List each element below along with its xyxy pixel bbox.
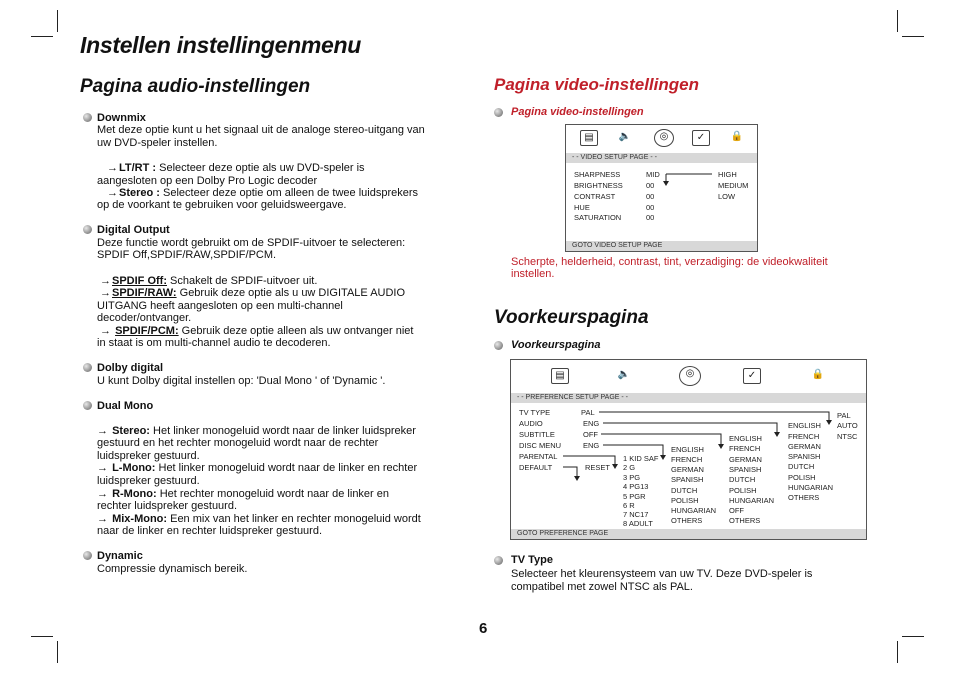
- arrow-right-icon: →: [97, 513, 108, 525]
- ltrt-text: aangesloten op een Dolby Pro Logic decoder: [97, 175, 318, 187]
- preference-bar-top: - - PREFERENCE SETUP PAGE - -: [511, 393, 866, 403]
- video-row-value: 00: [646, 192, 655, 201]
- bullet-icon: [494, 556, 503, 565]
- speaker-icon: 🔈: [617, 369, 631, 380]
- video-bullet-label: Pagina video-instellingen: [511, 106, 644, 118]
- dm-stereo-label: Stereo:: [112, 425, 150, 437]
- video-row-value: 00: [646, 181, 655, 190]
- stereo-label: Stereo :: [119, 187, 160, 199]
- video-row-name: HUE: [574, 203, 590, 212]
- spdif-raw-label: SPDIF/RAW:: [112, 287, 177, 299]
- downmix-text: Met deze optie kunt u het signaal uit de analoge stereo-uitgang van: [97, 124, 425, 136]
- arrow-right-icon: →: [100, 287, 111, 299]
- dm-stereo-text: Het linker monogeluid wordt naar de linker luidspreker: [149, 425, 416, 437]
- subtitle-option: ENGLISH: [729, 434, 762, 443]
- preference-arrows: [511, 360, 868, 541]
- arrow-right-icon: →: [97, 462, 108, 474]
- disc-menu-option: FRENCH: [671, 455, 703, 464]
- tvtype-option: PAL: [837, 411, 851, 420]
- spdif-raw-text: decoder/ontvanger.: [97, 312, 192, 324]
- stereo-line: [107, 187, 418, 200]
- parental-option: 4 PG13: [623, 482, 649, 491]
- pref-row-name: TV TYPE: [519, 408, 551, 417]
- audio-option: DUTCH: [788, 462, 815, 471]
- rmono-text: Het rechter monogeluid wordt naar de linker en: [156, 488, 390, 500]
- video-heading: Pagina video-instellingen: [494, 75, 699, 94]
- arrow-right-icon: →: [107, 162, 118, 174]
- preference-setup-panel: [510, 359, 867, 540]
- stereo-text: Selecteer deze optie om alleen de twee luidsprekers: [159, 187, 419, 199]
- subtitle-option: GERMAN: [729, 455, 762, 464]
- disc-menu-option: HUNGARIAN: [671, 506, 717, 515]
- mixmono-label: Mix-Mono:: [112, 513, 168, 525]
- tvtype-option: NTSC: [837, 432, 858, 441]
- parental-option: 3 PG: [623, 473, 641, 482]
- video-arrows: [566, 125, 759, 253]
- dynamic-text: Compressie dynamisch bereik.: [97, 563, 248, 575]
- disc-menu-option: ENGLISH: [671, 445, 704, 454]
- ltrt-text: Selecteer deze optie als uw DVD-speler is: [156, 162, 365, 174]
- pref-row-value: ENG: [583, 419, 600, 428]
- pref-row-value: RESET: [585, 463, 611, 472]
- preference-bar-bottom: GOTO PREFERENCE PAGE: [511, 529, 866, 539]
- crop-mark: [57, 10, 58, 32]
- general-setup-icon: ▤: [551, 368, 569, 384]
- video-icon: ✓: [692, 130, 710, 146]
- subtitle-option: POLISH: [729, 486, 757, 495]
- stereo-text: op de voorkant te gebruiken voor geluidsweergave.: [97, 199, 347, 211]
- lmono-line: [97, 462, 417, 475]
- bullet-icon: [83, 551, 92, 560]
- video-icon: ✓: [743, 368, 761, 384]
- dm-stereo-text: gestuurd en het rechter monogeluid wordt naar de rechter: [97, 437, 379, 449]
- pref-row-name: SUBTITLE: [519, 430, 555, 439]
- parental-option: 7 NC17: [623, 510, 649, 519]
- parental-option: 8 ADULT: [623, 519, 653, 528]
- general-setup-icon: ▤: [580, 130, 598, 146]
- digital-output-label: Digital Output: [97, 224, 170, 236]
- tvtype-text: Selecteer het kleurensysteem van uw TV. Deze DVD-speler is: [511, 568, 813, 580]
- subtitle-option: HUNGARIAN: [729, 496, 775, 505]
- arrow-right-icon: →: [100, 275, 111, 287]
- video-row-value: MID: [646, 170, 660, 179]
- crop-mark: [902, 36, 924, 37]
- video-option: MEDIUM: [718, 181, 749, 190]
- spdif-off-line: [100, 275, 317, 288]
- video-option: LOW: [718, 192, 736, 201]
- bullet-icon: [494, 341, 503, 350]
- bullet-icon: [83, 225, 92, 234]
- page-title: Instellen instellingenmenu: [80, 32, 362, 58]
- audio-option: SPANISH: [788, 452, 821, 461]
- speaker-icon: 🔈: [618, 131, 632, 142]
- dolby-text: U kunt Dolby digital instellen op: 'Dual Mono ' of 'Dynamic '.: [97, 375, 386, 387]
- disc-menu-option: SPANISH: [671, 475, 704, 484]
- disc-menu-option: DUTCH: [671, 486, 698, 495]
- lmono-label: L-Mono:: [112, 462, 156, 474]
- spdif-raw-line: [100, 287, 405, 300]
- spdif-pcm-text: Gebruik deze optie alleen als uw ontvanger niet: [178, 325, 414, 337]
- parental-option: 1 KID SAF: [623, 454, 659, 463]
- audio-option: ENGLISH: [788, 421, 821, 430]
- dual-mono-label: Dual Mono: [97, 400, 154, 412]
- disc-menu-option: GERMAN: [671, 465, 704, 474]
- preference-bullet-label: Voorkeurspagina: [511, 339, 601, 351]
- tvtype-option: AUTO: [837, 421, 858, 430]
- crop-mark: [31, 636, 53, 637]
- lmono-text: Het linker monogeluid wordt naar de linker en rechter: [155, 462, 418, 474]
- subtitle-option: OTHERS: [729, 516, 761, 525]
- pref-row-value: PAL: [581, 408, 595, 417]
- mixmono-line: [97, 513, 421, 526]
- parental-option: 6 R: [623, 501, 635, 510]
- dm-stereo-line: [97, 425, 416, 438]
- digital-output-text: SPDIF Off,SPDIF/RAW,SPDIF/PCM.: [97, 249, 277, 261]
- arrow-right-icon: →: [107, 187, 118, 199]
- bullet-icon: [83, 401, 92, 410]
- dynamic-label: Dynamic: [97, 550, 143, 562]
- audio-option: GERMAN: [788, 442, 821, 451]
- crop-mark: [902, 636, 924, 637]
- spdif-pcm-label: SPDIF/PCM:: [115, 325, 179, 337]
- downmix-label: Downmix: [97, 112, 146, 124]
- subtitle-option: OFF: [729, 506, 744, 515]
- pref-row-value: OFF: [583, 430, 598, 439]
- subtitle-option: FRENCH: [729, 444, 761, 453]
- crop-mark: [897, 10, 898, 32]
- subtitle-option: SPANISH: [729, 465, 762, 474]
- spdif-raw-text: Gebruik deze optie als u uw DIGITALE AUDIO: [176, 287, 406, 299]
- rmono-label: R-Mono:: [112, 488, 157, 500]
- video-description: Scherpte, helderheid, contrast, tint, verzadiging: de videokwaliteit: [511, 256, 828, 268]
- video-row-name: BRIGHTNESS: [574, 181, 623, 190]
- dm-stereo-text: luidspreker gestuurd.: [97, 450, 200, 462]
- pref-row-name: DISC MENU: [519, 441, 562, 450]
- video-bar-bottom: GOTO VIDEO SETUP PAGE: [566, 241, 757, 251]
- disc-icon: ◎: [679, 366, 701, 386]
- arrow-right-icon: →: [100, 325, 111, 337]
- video-row-name: SATURATION: [574, 213, 622, 222]
- audio-option: OTHERS: [788, 493, 820, 502]
- video-bar-top: - - VIDEO SETUP PAGE - -: [566, 153, 757, 163]
- disc-menu-option: OTHERS: [671, 516, 703, 525]
- spdif-off-label: SPDIF Off:: [112, 275, 167, 287]
- lock-icon: 🔒: [811, 369, 825, 380]
- bullet-icon: [83, 363, 92, 372]
- audio-option: HUNGARIAN: [788, 483, 834, 492]
- bullet-icon: [494, 108, 503, 117]
- digital-output-text: Deze functie wordt gebruikt om de SPDIF-uitvoer te selecteren:: [97, 237, 406, 249]
- bullet-icon: [83, 113, 92, 122]
- lmono-text: luidspreker gestuurd.: [97, 475, 200, 487]
- arrow-right-icon: →: [97, 425, 108, 437]
- crop-mark: [31, 36, 53, 37]
- video-row-value: 00: [646, 213, 655, 222]
- spdif-pcm-line: [100, 325, 413, 338]
- video-setup-panel: [565, 124, 758, 252]
- page-number: 6: [479, 620, 488, 637]
- downmix-text: uw DVD-speler instellen.: [97, 137, 218, 149]
- disc-menu-option: POLISH: [671, 496, 699, 505]
- spdif-raw-text: UITGANG heeft aangesloten op een multi-channel: [97, 300, 343, 312]
- tvtype-text: compatibel met zowel NTSC als PAL.: [511, 581, 693, 593]
- video-row-value: 00: [646, 203, 655, 212]
- video-option: HIGH: [718, 170, 737, 179]
- mixmono-text: Een mix van het linker en rechter monogeluid wordt: [167, 513, 421, 525]
- crop-mark: [57, 641, 58, 663]
- pref-row-name: PARENTAL: [519, 452, 558, 461]
- disc-icon: ◎: [654, 129, 674, 147]
- spdif-pcm-text: in staat is om multi-channel audio te decoderen.: [97, 337, 331, 349]
- rmono-text: rechter luidspreker gestuurd.: [97, 500, 238, 512]
- tvtype-label: TV Type: [511, 554, 553, 566]
- video-row-name: SHARPNESS: [574, 170, 621, 179]
- dolby-label: Dolby digital: [97, 362, 163, 374]
- ltrt-label: LT/RT :: [119, 162, 157, 174]
- parental-option: 5 PGR: [623, 492, 646, 501]
- pref-row-name: AUDIO: [519, 419, 543, 428]
- spdif-off-text: Schakelt de SPDIF-uitvoer uit.: [167, 275, 318, 287]
- mixmono-text: naar de linker en rechter luidspreker gestuurd.: [97, 525, 323, 537]
- video-row-name: CONTRAST: [574, 192, 616, 201]
- video-description: instellen.: [511, 268, 555, 280]
- audio-option: FRENCH: [788, 432, 820, 441]
- pref-row-name: DEFAULT: [519, 463, 553, 472]
- audio-option: POLISH: [788, 473, 816, 482]
- parental-option: 2 G: [623, 463, 636, 472]
- pref-row-value: ENG: [583, 441, 600, 450]
- ltrt-line: [107, 162, 365, 175]
- lock-icon: 🔒: [730, 131, 744, 142]
- arrow-right-icon: →: [97, 488, 108, 500]
- rmono-line: [97, 488, 389, 501]
- audio-heading: Pagina audio-instellingen: [80, 76, 311, 97]
- subtitle-option: DUTCH: [729, 475, 756, 484]
- preference-heading: Voorkeurspagina: [494, 307, 649, 328]
- crop-mark: [897, 641, 898, 663]
